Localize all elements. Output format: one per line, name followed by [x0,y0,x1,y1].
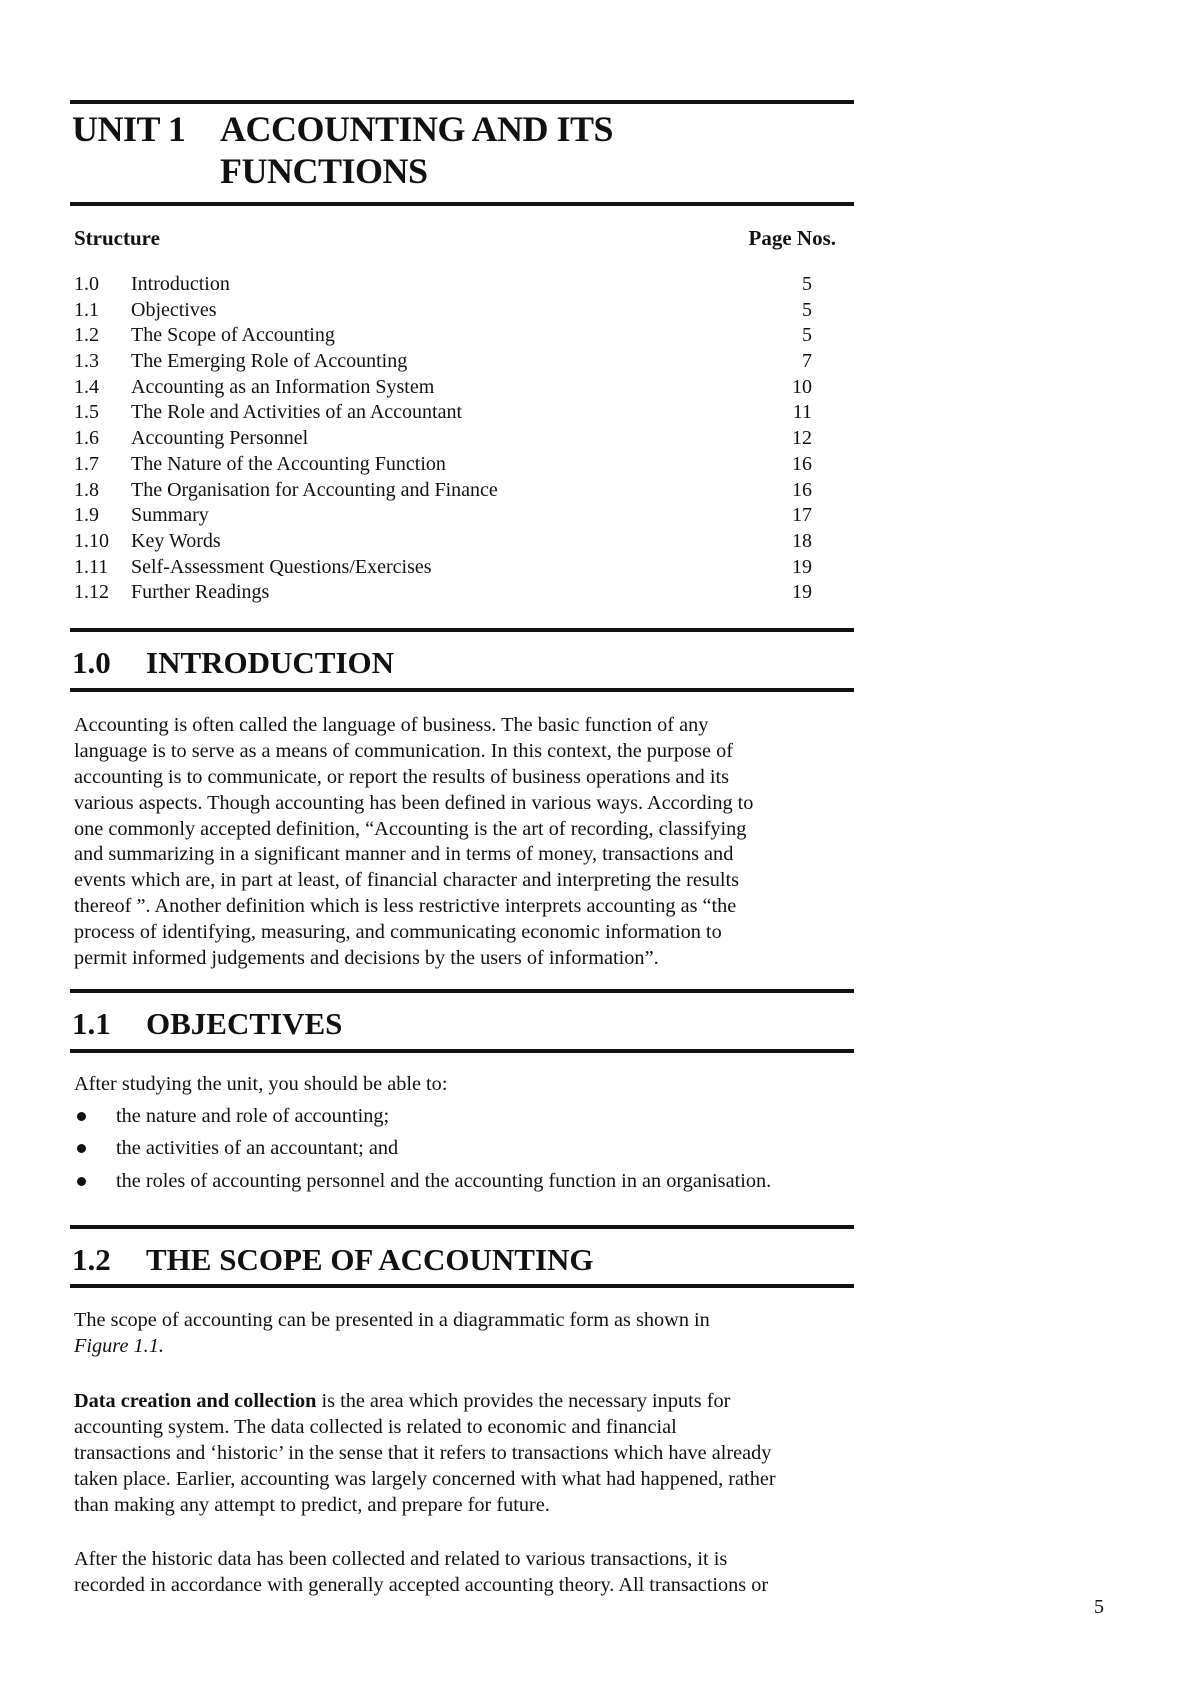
toc-item-title: The Nature of the Accounting Function [131,452,446,475]
toc-item-number: 1.4 [74,375,99,398]
objective-text: the nature and role of accounting; [116,1105,390,1127]
paragraph-line: After the historic data has been collected and related to various transactions, it is [74,1548,728,1570]
page-nos-heading: Page Nos. [748,226,836,250]
paragraph-line: Accounting is often called the language of business. The basic function of any [74,714,709,736]
toc-item-number: 1.9 [74,504,99,527]
unit-name: ACCOUNTING AND ITS FUNCTIONS [220,109,614,191]
toc-item [74,478,812,504]
toc-item-page: 5 [802,324,812,347]
paragraph-line: and summarizing in a significant manner and in terms of money, transactions and [74,843,734,866]
paragraph-line: thereof ”. Another definition which is less restrictive interprets accounting as “the [74,895,737,918]
toc-item [74,529,812,555]
toc-item-title: The Emerging Role of Accounting [131,350,408,373]
toc-item-title: Accounting Personnel [131,427,309,450]
paragraph-line: recorded in accordance with generally accepted accounting theory. All transactions or [74,1573,769,1596]
paragraph-line: accounting is to communicate, or report the results of business operations and its [74,765,730,788]
toc-item [74,349,812,375]
toc-item-page: 10 [792,375,812,398]
toc-item-page: 7 [802,350,812,373]
toc-item-number: 1.6 [74,427,99,450]
structure-heading: Structure [74,226,160,250]
toc-item-page: 5 [802,273,812,295]
toc-item-page: 17 [792,504,812,527]
paragraph-line: various aspects. Though accounting has been defined in various ways. According to [74,791,754,814]
unit-number: UNIT 1 [72,109,186,149]
paragraph-line: accounting system. The data collected is related to economic and financial [74,1415,677,1438]
toc-item-number: 1.8 [74,478,99,501]
toc-item-page: 5 [802,298,812,321]
toc-item [74,555,812,581]
toc-item [74,503,812,529]
toc-item-number: 1.11 [74,555,109,578]
toc-item [74,452,812,478]
introduction-paragraph [74,713,864,972]
toc-item-page: 18 [792,529,812,552]
bullet-icon [77,1112,86,1121]
toc-item-number: 1.10 [74,529,109,552]
toc-item-page: 19 [792,555,812,578]
paragraph-line: language is to serve as a means of communication. In this context, the purpose of [74,739,733,762]
toc-item-number: 1.12 [74,581,109,604]
introduction-rule [70,688,854,692]
objective-text: the activities of an accountant; and [116,1137,399,1159]
objectives-top-rule [70,989,854,993]
toc-item-title: Further Readings [131,581,270,604]
paragraph-line: events which are, in part at least, of financial character and interpreting the results [74,869,740,892]
bullet-icon [77,1177,86,1186]
toc-item-page: 16 [792,452,812,475]
title-rule [70,202,854,206]
toc-item-title: Key Words [131,529,221,552]
table-of-contents [74,272,812,606]
toc-item-title: Summary [131,504,209,527]
scope-top-rule [70,1225,854,1229]
bullet-icon [77,1144,86,1153]
toc-item-number: 1.1 [74,298,99,321]
toc-item-page: 12 [792,427,812,450]
page-number: 5 [1094,1596,1104,1618]
top-rule [70,100,854,104]
scope-rule [70,1284,854,1288]
toc-item [74,375,812,401]
paragraph-line: transactions and ‘historic’ in the sense that it refers to transactions which have already [74,1441,772,1464]
toc-item-title: Accounting as an Information System [131,375,435,398]
toc-item-title: Self-Assessment Questions/Exercises [131,555,432,578]
toc-item-title: The Organisation for Accounting and Finance [131,478,498,501]
toc-item-page: 11 [792,401,812,424]
paragraph-line: permit informed judgements and decisions by the users of information”. [74,947,659,970]
toc-item-title: Objectives [131,298,217,321]
paragraph-line: than making any attempt to predict, and prepare for future. [74,1493,550,1516]
toc-item [74,323,812,349]
paragraph-line: taken place. Earlier, accounting was largely concerned with what had happened, rather [74,1467,776,1490]
toc-item-page: 19 [792,581,812,604]
toc-item-title: Introduction [131,273,230,295]
structure-header [74,226,836,251]
toc-item-title: The Role and Activities of an Accountant [131,401,463,424]
paragraph-line: process of identifying, measuring, and communicating economic information to [74,921,722,944]
scope-paragraph-3 [74,1547,864,1599]
scope-paragraph-1: The scope of accounting can be presented in a diagrammatic form as shown in Figure 1.1. [74,1308,864,1360]
toc-item [74,400,812,426]
toc-item-number: 1.7 [74,452,99,475]
toc-end-rule [70,628,854,632]
toc-item-number: 1.0 [74,273,99,295]
toc-item [74,426,812,452]
figure-reference: Figure 1.1. [74,1334,164,1357]
scope-paragraph-2: Data creation and collection is the area which provides the necessary inputs for accounting system. The data collected is related to economic and financial transactions and ‘historic’ in the sense that it refers to transactions which have already taken place. Earlier, accounting was largely concerned with what had happened, rather than making any attempt to predict, and prepare for future. [74,1389,864,1518]
objectives-lead: After studying the unit, you should be able to: [74,1073,448,1095]
toc-item [74,272,812,298]
toc-item-number: 1.2 [74,324,99,347]
objective-text: the roles of accounting personnel and the accounting function in an organisation. [116,1170,772,1192]
objectives-rule [70,1049,854,1053]
toc-item-number: 1.5 [74,401,99,424]
data-creation-term: Data creation and collection [74,1390,317,1412]
toc-item [74,298,812,324]
toc-item [74,580,812,606]
toc-item-page: 16 [792,478,812,501]
toc-item-title: The Scope of Accounting [131,324,335,347]
paragraph-line: one commonly accepted definition, “Accounting is the art of recording, classifying [74,817,747,840]
toc-item-number: 1.3 [74,350,99,373]
